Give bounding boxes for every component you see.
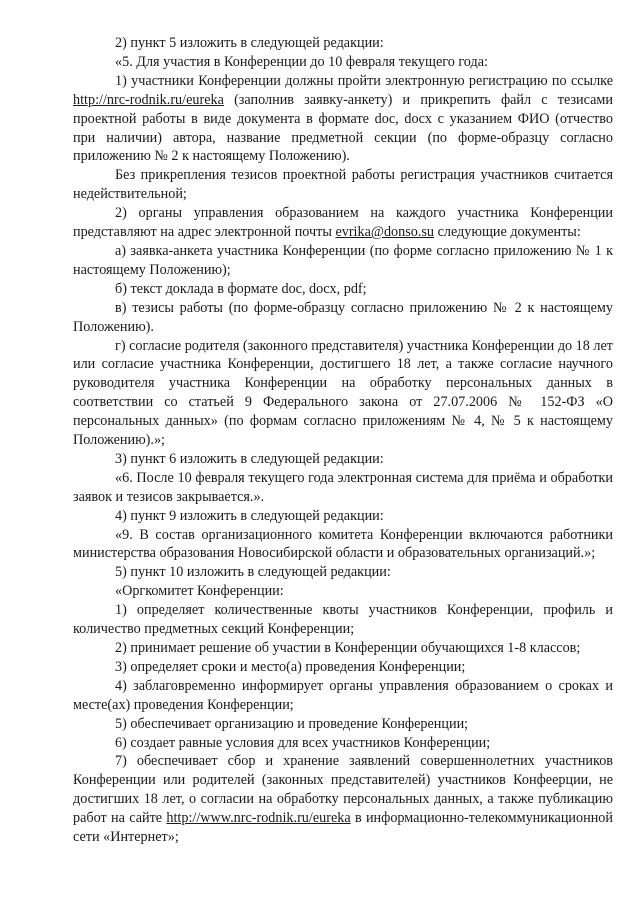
email-link[interactable]: evrika@donso.su <box>335 224 435 241</box>
paragraph-orgcommittee-1: 1) определяет количественные квоты участников Конференции, профиль и количество предметных секций Конференции; <box>73 602 613 638</box>
paragraph-orgcommittee-4: 4) заблаговременно информирует органы управления образованием о сроках и месте(ах) проведения Конференции; <box>73 677 613 713</box>
registration-link[interactable]: http://nrc-rodnik.ru/eureka <box>73 91 224 108</box>
paragraph-registration-invalid: Без прикрепления тезисов проектной работы регистрация участников считается недействительной; <box>73 167 613 203</box>
paragraph-orgcommittee-6: 6) создает равные условия для всех участников Конференции; <box>115 734 491 751</box>
paragraph-orgcommittee-3: 3) определяет сроки и место(а) проведения Конференции; <box>115 658 466 675</box>
paragraph-education-authorities <box>73 204 613 242</box>
paragraph-orgcommittee-7-text-start: 7) обеспечивает сбор и хранение заявлений совершеннолетних участников Конференции или родителей (законных представителей) участников Конфеерции, не достигших 18 лет, о согласии на обработку персональных данных, а также публикацию работ на сайте <box>73 753 613 827</box>
paragraph-item-b: б) текст доклада в формате doc, docx, pdf; <box>115 280 367 297</box>
paragraph-registration-text-start: 1) участники Конференции должны пройти электронную регистрацию по ссылке <box>115 72 613 89</box>
paragraph-item-6-header: 3) пункт 6 изложить в следующей редакции: <box>115 450 384 467</box>
paragraph-item-v: в) тезисы работы (по форме-образцу согласно приложению № 2 к настоящему Положению). <box>73 299 613 335</box>
paragraph-clause-5-intro: «5. Для участия в Конференции до 10 февраля текущего года: <box>115 53 488 70</box>
paragraph-orgcommittee-7 <box>73 752 613 847</box>
paragraph-item-a: а) заявка-анкета участника Конференции (по форме согласно приложению № 1 к настоящему Положению); <box>73 242 613 278</box>
paragraph-clause-9: «9. В состав организационного комитета Конференции включаются работники министерства образования Новосибирской области и образовательных организаций.»; <box>73 526 613 562</box>
paragraph-registration <box>73 72 613 167</box>
paragraph-orgcommittee-7-text-end: в информационно-телекоммуникационной сети «Интернет»; <box>73 810 613 846</box>
paragraph-orgcommittee-2: 2) принимает решение об участии в Конференции обучающихся 1-8 классов; <box>115 640 581 656</box>
paragraph-orgcommittee-intro: «Оргкомитет Конференции: <box>115 583 284 600</box>
paragraph-item-10-header: 5) пункт 10 изложить в следующей редакции: <box>115 564 391 581</box>
paragraph-registration-text-end: (заполнив заявку-анкету) и прикрепить файл с тезисами проектной работы в виде документа в формате doc, docx с указанием ФИО (отчество при наличии) автора, название предметной секции (по форме-образцу согласно приложению № 2 к настоящему Положению). <box>73 91 613 165</box>
document-page <box>73 34 613 847</box>
paragraph-item-5-header: 2) пункт 5 изложить в следующей редакции: <box>115 35 384 51</box>
paragraph-item-9-header: 4) пункт 9 изложить в следующей редакции: <box>115 507 384 524</box>
paragraph-clause-6: «6. После 10 февраля текущего года электронная система для приёма и обработки заявок и тезисов закрывается.». <box>73 469 613 505</box>
paragraph-orgcommittee-5: 5) обеспечивает организацию и проведение Конференции; <box>115 715 469 732</box>
paragraph-authorities-text-end: следующие документы: <box>434 224 581 241</box>
paragraph-authorities-text-start: 2) органы управления образованием на каждого участника Конференции представляют на адрес электронной почты <box>73 205 613 241</box>
paragraph-item-g: г) согласие родителя (законного представителя) участника Конференции до 18 лет или согласие участника Конференции, достигшего 18 лет, а также согласие научного руководителя участника Конференции на обработку персональных данных в соответствии со статьей 9 Федерального закона от 27.07.2006 № 152-ФЗ «О персональных данных» (по формам согласно приложениям № 4, № 5 к настоящему Положению).»; <box>73 337 613 449</box>
publication-link[interactable]: http://www.nrc-rodnik.ru/eureka <box>166 810 351 827</box>
